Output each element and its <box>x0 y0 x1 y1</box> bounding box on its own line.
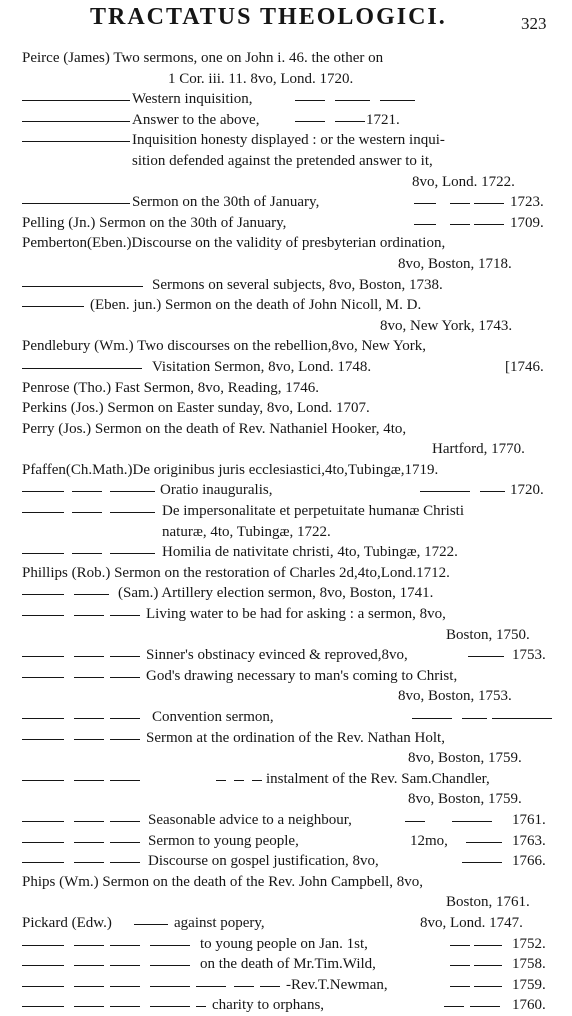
ditto-dash <box>234 780 244 781</box>
entry-text: Boston, 1761. <box>446 894 530 911</box>
entry-text: charity to orphans, <box>212 997 325 1014</box>
ditto-dash <box>450 965 470 966</box>
ditto-dash <box>22 862 64 863</box>
ditto-dash <box>110 656 140 657</box>
entry-line <box>0 378 572 399</box>
entry-text: Convention sermon, <box>152 709 274 725</box>
ditto-dash <box>74 594 109 595</box>
ditto-dash <box>22 306 84 307</box>
entry-line <box>0 439 572 460</box>
ditto-dash <box>22 553 64 554</box>
ditto-dash <box>22 512 64 513</box>
ditto-dash <box>412 718 452 719</box>
entry-line <box>0 110 572 131</box>
ditto-dash <box>74 780 104 781</box>
entry-text: Answer to the above, <box>132 111 260 128</box>
ditto-dash <box>450 203 470 204</box>
ditto-dash <box>74 842 104 843</box>
ditto-dash <box>22 368 82 369</box>
entry-text: Sermons on several subjects, 8vo, Boston, 1738. <box>152 276 443 293</box>
entry-line <box>0 542 572 563</box>
entry-text: 1709. <box>510 214 544 231</box>
entry-text: 1766. <box>512 853 546 870</box>
ditto-dash <box>466 842 502 843</box>
ditto-dash <box>414 224 436 225</box>
ditto-dash <box>405 821 425 822</box>
ditto-dash <box>110 842 140 843</box>
entry-line <box>0 48 572 69</box>
ditto-dash <box>150 965 190 966</box>
entry-text: 1761. <box>512 811 546 828</box>
ditto-dash <box>110 491 155 492</box>
ditto-dash <box>72 553 102 554</box>
entry-line <box>0 419 572 440</box>
entry-line <box>0 810 572 831</box>
ditto-dash <box>74 1006 104 1007</box>
entry-line <box>0 748 572 769</box>
entry-text: Phips (Wm.) Sermon on the death of the Rev. John Campbell, 8vo, <box>22 873 424 890</box>
entry-text: 1763. <box>512 832 546 849</box>
entry-text: -Rev.T.Newman, <box>286 976 388 993</box>
entry-line <box>0 480 572 501</box>
entry-line <box>0 522 572 543</box>
entry-line <box>0 604 572 625</box>
entry-text: Peirce (James) Two sermons, one on John i. 46. the other on <box>22 50 384 66</box>
ditto-dash <box>74 677 104 678</box>
entry-text: (Eben. jun.) Sermon on the death of John Nicoll, M. D. <box>90 297 422 314</box>
entry-text: 8vo, New York, 1743. <box>380 317 513 334</box>
entry-text: 8vo, Lond. 1722. <box>412 173 515 190</box>
entry-text: 1723. <box>510 194 544 211</box>
entry-line <box>0 789 572 810</box>
ditto-dash <box>72 512 102 513</box>
entry-text: Pickard (Edw.) <box>22 914 112 931</box>
ditto-dash <box>335 121 365 122</box>
ditto-dash <box>110 862 140 863</box>
entry-text: 8vo, Boston, 1759. <box>408 750 522 767</box>
ditto-dash <box>22 986 64 987</box>
ditto-dash <box>474 986 502 987</box>
entry-text: Penrose (Tho.) Fast Sermon, 8vo, Reading, 1746. <box>22 379 320 396</box>
ditto-dash <box>295 121 325 122</box>
entry-text: Seasonable advice to a neighbour, <box>148 811 352 828</box>
entry-text: Inquisition honesty displayed : or the western inqui- <box>132 132 445 149</box>
ditto-dash <box>70 141 130 142</box>
ditto-dash <box>22 739 64 740</box>
ditto-dash <box>450 986 470 987</box>
entry-text: (Sam.) Artillery election sermon, 8vo, Boston, 1741. <box>118 585 434 602</box>
ditto-dash <box>110 739 140 740</box>
ditto-dash <box>22 965 64 966</box>
ditto-dash <box>74 945 104 946</box>
entry-line <box>0 563 572 584</box>
ditto-dash <box>72 491 102 492</box>
entry-text: Sermon at the ordination of the Rev. Nathan Holt, <box>146 729 445 746</box>
ditto-dash <box>420 491 470 492</box>
ditto-dash <box>110 1006 140 1007</box>
entry-text: 1 Cor. iii. 11. 8vo, Lond. 1720. <box>168 70 354 87</box>
entry-text: Boston, 1750. <box>446 626 530 643</box>
entry-text: Western inquisition, <box>132 91 253 108</box>
ditto-dash <box>196 1006 206 1007</box>
ditto-dash <box>216 780 226 781</box>
entry-text: God's drawing necessary to man's coming to Christ, <box>146 667 458 684</box>
entry-text: Pelling (Jn.) Sermon on the 30th of January, <box>22 214 287 231</box>
entry-line <box>0 954 572 975</box>
entry-line <box>0 625 572 646</box>
ditto-dash <box>74 615 104 616</box>
entry-text: Pendlebury (Wm.) Two discourses on the rebellion,8vo, New York, <box>22 338 427 355</box>
entry-text: 1758. <box>512 956 546 973</box>
entry-text: 1720. <box>510 482 544 499</box>
entry-line <box>0 336 572 357</box>
entry-line <box>0 975 572 996</box>
ditto-dash <box>70 203 130 204</box>
ditto-dash <box>150 986 190 987</box>
entry-text: Visitation Sermon, 8vo, Lond. 1748. <box>152 358 372 375</box>
ditto-dash <box>260 986 280 987</box>
ditto-dash <box>110 718 140 719</box>
entry-line <box>0 254 572 275</box>
ditto-dash <box>450 224 470 225</box>
entry-line <box>0 275 572 296</box>
entry-line <box>0 460 572 481</box>
entry-text: 8vo, Boston, 1759. <box>408 791 522 808</box>
ditto-dash <box>474 224 504 225</box>
entry-text: Oratio inauguralis, <box>160 482 273 499</box>
entry-text: naturæ, 4to, Tubingæ, 1722. <box>162 523 331 540</box>
ditto-dash <box>22 780 64 781</box>
entry-text: Homilia de nativitate christi, 4to, Tubingæ, 1722. <box>162 544 458 561</box>
entry-text: 12mo, <box>410 832 448 849</box>
ditto-dash <box>335 100 370 101</box>
entry-line <box>0 172 572 193</box>
ditto-dash <box>450 945 470 946</box>
page-header <box>0 0 572 40</box>
ditto-dash <box>462 862 502 863</box>
entry-line <box>0 851 572 872</box>
ditto-dash <box>110 821 140 822</box>
entry-text: Discourse on gospel justification, 8vo, <box>148 853 379 870</box>
entry-line <box>0 151 572 172</box>
ditto-dash <box>74 862 104 863</box>
entry-line <box>0 872 572 893</box>
ditto-dash <box>22 1006 64 1007</box>
ditto-dash <box>462 718 487 719</box>
ditto-dash <box>492 718 552 719</box>
entry-line <box>0 89 572 110</box>
entry-text: Perkins (Jos.) Sermon on Easter sunday, 8vo, Lond. 1707. <box>22 400 370 417</box>
ditto-dash <box>110 780 140 781</box>
ditto-dash <box>74 718 104 719</box>
entry-line <box>0 357 572 378</box>
ditto-dash <box>22 615 64 616</box>
ditto-dash <box>474 203 504 204</box>
entry-text: Living water to be had for asking : a sermon, 8vo, <box>146 606 446 623</box>
ditto-dash <box>22 718 64 719</box>
entry-text: sition defended against the pretended answer to it, <box>132 152 433 169</box>
ditto-dash <box>22 821 64 822</box>
entry-line <box>0 69 572 90</box>
entry-text: 1760. <box>512 997 546 1014</box>
ditto-dash <box>22 594 64 595</box>
entry-text: Pfaffen(Ch.Math.)De originibus juris ecclesiastici,4to,Tubingæ,1719. <box>22 461 439 478</box>
ditto-dash <box>82 368 142 369</box>
ditto-dash <box>22 945 64 946</box>
entry-text: 1721. <box>366 111 400 128</box>
ditto-dash <box>452 821 492 822</box>
entry-text: Perry (Jos.) Sermon on the death of Rev. Nathaniel Hooker, 4to, <box>22 420 407 437</box>
entry-line <box>0 769 572 790</box>
ditto-dash <box>470 1006 500 1007</box>
ditto-dash <box>414 203 436 204</box>
ditto-dash <box>74 739 104 740</box>
entry-line <box>0 934 572 955</box>
ditto-dash <box>252 780 262 781</box>
entry-line <box>0 316 572 337</box>
entry-text: on the death of Mr.Tim.Wild, <box>200 956 376 973</box>
entry-text: 8vo, Lond. 1747. <box>420 914 523 931</box>
entry-text: 1752. <box>512 935 546 952</box>
entry-line <box>0 192 572 213</box>
ditto-dash <box>22 677 64 678</box>
entry-text: Sermon to young people, <box>148 832 299 849</box>
page-number: 323 <box>521 14 547 33</box>
entry-line <box>0 501 572 522</box>
entry-text: against popery, <box>174 914 265 931</box>
entry-text: Sermon on the 30th of January, <box>132 194 320 211</box>
ditto-dash <box>74 986 104 987</box>
entry-line <box>0 398 572 419</box>
ditto-dash <box>22 286 82 287</box>
ditto-dash <box>150 945 190 946</box>
ditto-dash <box>74 656 104 657</box>
entry-text: to young people on Jan. 1st, <box>200 935 368 952</box>
entry-text: Phillips (Rob.) Sermon on the restoration of Charles 2d,4to,Lond.1712. <box>22 564 450 581</box>
ditto-dash <box>468 656 504 657</box>
ditto-dash <box>295 100 325 101</box>
entry-line <box>0 295 572 316</box>
entry-line <box>0 645 572 666</box>
ditto-dash <box>110 512 155 513</box>
ditto-dash <box>234 986 254 987</box>
ditto-dash <box>110 615 140 616</box>
ditto-dash <box>110 553 155 554</box>
ditto-dash <box>22 656 64 657</box>
entry-text: Sinner's obstinacy evinced & reproved,8vo, <box>146 647 408 664</box>
entry-line <box>0 686 572 707</box>
ditto-dash <box>70 100 130 101</box>
catalogue-entries <box>0 48 572 1016</box>
ditto-dash <box>22 842 64 843</box>
entry-line <box>0 831 572 852</box>
ditto-dash <box>380 100 415 101</box>
ditto-dash <box>78 286 143 287</box>
ditto-dash <box>110 945 140 946</box>
page-title: TRACTATUS THEOLOGICI. <box>90 4 447 30</box>
entry-text: 1753. <box>512 647 546 664</box>
entry-text: Pemberton(Eben.)Discourse on the validity of presbyterian ordination, <box>22 235 446 252</box>
ditto-dash <box>110 965 140 966</box>
ditto-dash <box>480 491 505 492</box>
entry-line <box>0 707 572 728</box>
entry-line <box>0 213 572 234</box>
entry-text: 8vo, Boston, 1753. <box>398 688 512 705</box>
ditto-dash <box>74 821 104 822</box>
ditto-dash <box>474 945 502 946</box>
entry-line <box>0 583 572 604</box>
ditto-dash <box>474 965 502 966</box>
entry-text: Hartford, 1770. <box>432 441 525 458</box>
entry-line <box>0 233 572 254</box>
entry-line <box>0 892 572 913</box>
entry-line <box>0 913 572 934</box>
ditto-dash <box>150 1006 190 1007</box>
ditto-dash <box>444 1006 464 1007</box>
entry-text: 1759. <box>512 976 546 993</box>
entry-line <box>0 666 572 687</box>
ditto-dash <box>110 986 140 987</box>
entry-text: De impersonalitate et perpetuitate humanæ Christi <box>162 503 464 520</box>
entry-text: [1746. <box>505 358 544 375</box>
ditto-dash <box>134 924 168 925</box>
ditto-dash <box>110 677 140 678</box>
entry-line <box>0 130 572 151</box>
entry-line <box>0 995 572 1016</box>
entry-line <box>0 728 572 749</box>
ditto-dash <box>196 986 226 987</box>
ditto-dash <box>74 965 104 966</box>
ditto-dash <box>22 491 64 492</box>
entry-text: 8vo, Boston, 1718. <box>398 255 512 272</box>
entry-text: instalment of the Rev. Sam.Chandler, <box>266 770 490 787</box>
ditto-dash <box>70 121 130 122</box>
